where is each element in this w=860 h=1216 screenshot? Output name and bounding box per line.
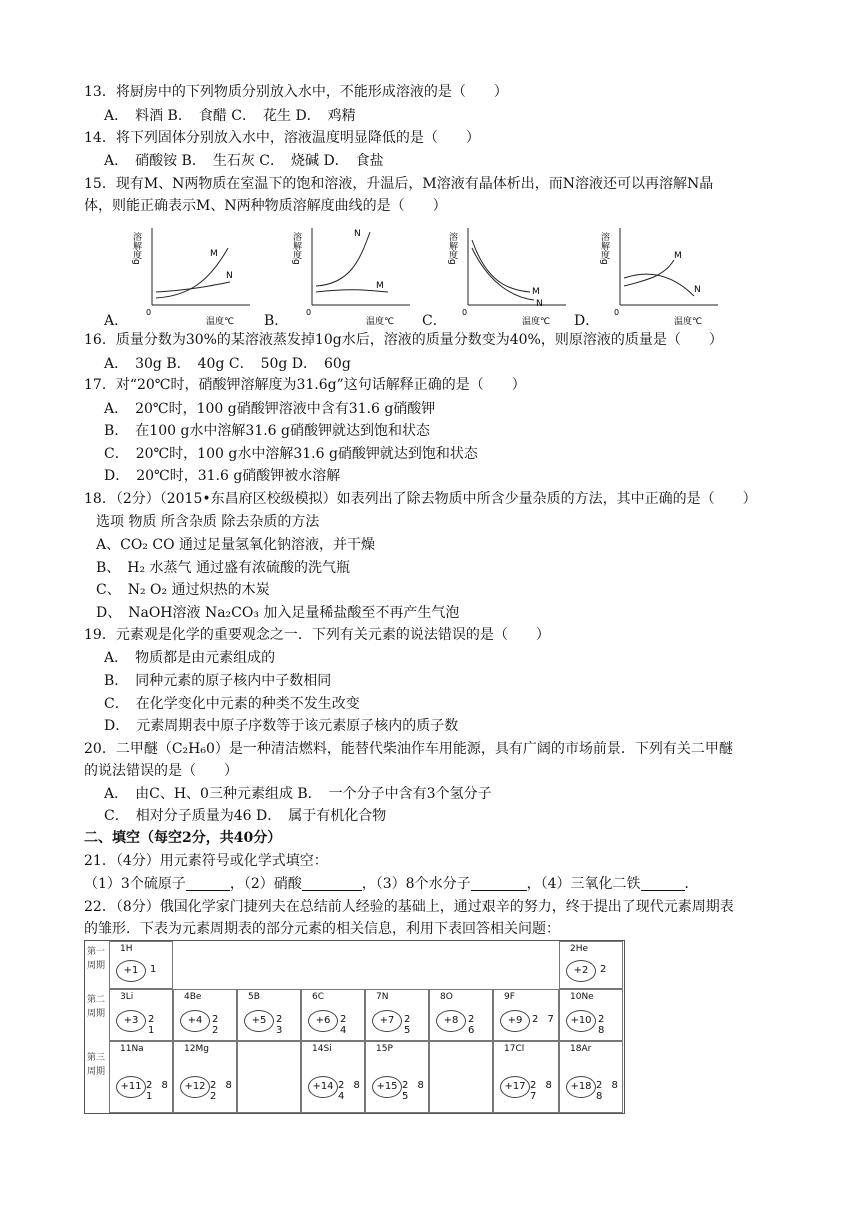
q19-stem: 19．元素观是化学的重要观念之一．下列有关元素的说法错误的是（ ） — [84, 627, 550, 643]
electron-shells: 2 1 — [148, 1014, 158, 1036]
curve-n — [624, 274, 694, 296]
electron-shells: 2 8 2 — [210, 1080, 235, 1102]
element-cell — [109, 989, 173, 1041]
nucleus: +11 — [116, 1076, 146, 1098]
label-n: N — [354, 229, 361, 239]
q17-option-c: C． 20℃时，100 g水中溶解31.6 g硝酸钾就达到饱和状态 — [104, 446, 478, 462]
nucleus: +1 — [116, 960, 146, 982]
electron-shells: 2 8 5 — [402, 1080, 427, 1102]
q17-option-d: D． 20℃时，31.6 g硝酸钾被水溶解 — [104, 468, 341, 484]
origin: 0 — [146, 308, 152, 317]
blank-2[interactable] — [302, 876, 362, 891]
q21-blanks — [84, 874, 699, 894]
q14-options: A． 硝酸铵 B． 生石灰 C． 烧碱 D． 食盐 — [104, 153, 384, 169]
blank-3[interactable] — [471, 876, 527, 891]
empty-cell — [237, 1041, 301, 1113]
y-label: 溶解度g — [291, 232, 301, 265]
element-symbol: 4Be — [184, 992, 202, 1002]
electron-shells: 2 4 — [340, 1014, 350, 1036]
q15-option-d-label: D． — [574, 313, 600, 329]
nucleus: +3 — [116, 1010, 146, 1032]
element-cell — [173, 989, 237, 1041]
q21-stem: 21．（4分）用元素符号或化学式填空： — [84, 853, 328, 869]
q15-graph-c — [446, 220, 576, 330]
element-cell — [109, 1041, 173, 1113]
q21-part1: （1）3个硫原子 — [84, 876, 186, 892]
element-cell — [559, 989, 623, 1041]
nucleus: +7 — [372, 1010, 402, 1032]
electron-shells: 2 8 — [598, 1014, 608, 1036]
q17-option-b: B． 在100 g水中溶解31.6 g硝酸钾就达到饱和状态 — [104, 423, 431, 439]
element-cell — [559, 1041, 623, 1113]
electron-shells: 2 8 8 — [596, 1080, 621, 1102]
origin: 0 — [462, 308, 468, 317]
q18-option-c: C、 N₂ O₂ 通过炽热的木炭 — [96, 582, 270, 598]
origin: 0 — [614, 308, 620, 317]
q18-option-a: A、CO₂ CO 通过足量氢氧化钠溶液，并干燥 — [96, 537, 376, 553]
q15-stem-line2: 体，则能正确表示M、N两种物质溶解度曲线的是（ ） — [84, 198, 447, 214]
element-symbol: 1H — [120, 944, 133, 954]
nucleus: +2 — [566, 960, 596, 982]
label-m: M — [674, 251, 682, 261]
curve-m — [472, 240, 530, 292]
electron-shells: 2 6 — [468, 1014, 478, 1036]
electron-shells: 2 5 — [404, 1014, 414, 1036]
q22-stem-line1: 22．（8分）俄国化学家门捷列夫在总结前人经验的基础上，通过艰辛的努力，终于提出了现代元素周期表 — [84, 899, 734, 915]
section-heading: 二、填空（每空2分，共40分） — [84, 830, 282, 846]
q19-option-d: D． 元素周期表中原子序数等于该元素原子核内的质子数 — [104, 718, 459, 734]
x-label: 温度℃ — [206, 317, 235, 327]
q20-options-ab: A． 由C、H、0三种元素组成 B． 一个分子中含有3个氢分子 — [104, 786, 492, 802]
element-cell — [559, 941, 623, 989]
q16-stem: 16．质量分数为30%的某溶液蒸发掉10g水后，溶液的质量分数变为40%，则原溶液的质量是（ ） — [84, 332, 723, 348]
q14-stem: 14．将下列固体分别放入水中，溶液温度明显降低的是（ ） — [84, 130, 480, 146]
label-m: M — [376, 281, 384, 291]
element-symbol: 11Na — [120, 1044, 144, 1054]
period-1-label: 第一周期 — [86, 947, 105, 971]
x-label: 温度℃ — [366, 317, 395, 327]
q21-part3: ，（3）8个水分子 — [361, 876, 471, 892]
electron-shells: 2 8 7 — [530, 1080, 555, 1102]
element-symbol: 12Mg — [184, 1044, 209, 1054]
element-symbol: 2He — [570, 944, 589, 954]
nucleus: +14 — [308, 1076, 338, 1098]
q20-stem-line2: 的说法错误的是（ ） — [84, 763, 238, 779]
q15-graph-a — [130, 220, 260, 330]
element-cell — [301, 989, 365, 1041]
origin: 0 — [306, 308, 312, 317]
element-cell — [429, 989, 493, 1041]
q21-part4: ，（4）三氧化二铁 — [526, 876, 641, 892]
electron-shells: 2 2 — [212, 1014, 222, 1036]
blank-1[interactable] — [186, 876, 230, 891]
element-symbol: 3Li — [120, 992, 134, 1002]
q22-stem-line2: 的雏形．下表为元素周期表的部分元素的相关信息，利用下表回答相关问题： — [84, 921, 560, 937]
blank-4[interactable] — [641, 876, 685, 891]
nucleus: +6 — [308, 1010, 338, 1032]
q18-option-b: B、 H₂ 水蒸气 通过盛有浓硫酸的洗气瓶 — [96, 560, 351, 576]
element-symbol: 9F — [504, 992, 515, 1002]
x-label: 温度℃ — [674, 317, 703, 327]
label-n: N — [694, 285, 701, 295]
element-cell — [173, 1041, 237, 1113]
empty-cell — [429, 1041, 493, 1113]
element-cell — [301, 1041, 365, 1113]
element-symbol: 8O — [440, 992, 453, 1002]
period-3-label: 第三周期 — [86, 1053, 105, 1077]
electron-shells: 2 3 — [276, 1014, 286, 1036]
q18-stem: 18．（2分）（2015•东昌府区校级模拟）如表列出了除去物质中所含少量杂质的方法，其中正确的是（ ） — [84, 491, 757, 507]
q15-option-a-label: A． — [104, 313, 129, 329]
electron-shells: 2 8 4 — [338, 1080, 363, 1102]
element-cell — [109, 941, 173, 989]
electron-shells: 2 — [600, 964, 610, 975]
q15-option-c-label: C． — [422, 313, 447, 329]
element-symbol: 5B — [248, 992, 260, 1002]
electron-shells: 2 7 — [532, 1014, 557, 1025]
element-cell — [365, 1041, 429, 1113]
curve-n — [316, 232, 370, 286]
element-cell — [237, 989, 301, 1041]
x-label: 温度℃ — [522, 317, 551, 327]
electron-shells: 1 — [150, 964, 160, 975]
q17-option-a: A． 20℃时，100 g硝酸钾溶液中含有31.6 g硝酸钾 — [104, 401, 436, 417]
element-cell — [365, 989, 429, 1041]
element-symbol: 7N — [376, 992, 389, 1002]
q15-stem-line1: 15．现有M、N两物质在室温下的饱和溶液，升温后，M溶液有晶体析出，而N溶液还可以再溶解N晶 — [84, 176, 714, 192]
q20-options-cd: C． 相对分子质量为46 D． 属于有机化合物 — [104, 808, 387, 824]
q18-table-header: 选项 物质 所含杂质 除去杂质的方法 — [96, 514, 320, 530]
q21-end: ． — [684, 876, 699, 892]
q19-option-c: C． 在化学变化中元素的种类不发生改变 — [104, 696, 360, 712]
q13-options: A． 料酒 B． 食醋 C． 花生 D． 鸡精 — [104, 108, 356, 124]
q19-option-b: B． 同种元素的原子核内中子数相同 — [104, 673, 332, 689]
q19-option-a: A． 物质都是由元素组成的 — [104, 650, 276, 666]
q15-option-b-label: B． — [264, 313, 289, 329]
q16-options: A． 30g B． 40g C． 50g D． 60g — [104, 356, 351, 372]
nucleus: +8 — [436, 1010, 466, 1032]
q18-option-d: D、 NaOH溶液 Na₂CO₃ 加入足量稀盐酸至不再产生气泡 — [96, 605, 460, 621]
element-symbol: 18Ar — [570, 1044, 592, 1054]
element-cell — [493, 989, 559, 1041]
element-symbol: 17Cl — [504, 1044, 525, 1054]
nucleus: +12 — [180, 1076, 210, 1098]
label-m: M — [210, 249, 218, 259]
nucleus: +10 — [566, 1010, 596, 1032]
curve-m — [624, 260, 674, 286]
label-m: M — [532, 287, 540, 297]
y-label: 溶解度g — [447, 232, 457, 265]
label-n: N — [226, 271, 233, 281]
element-symbol: 14Si — [312, 1044, 332, 1054]
nucleus: +15 — [372, 1076, 402, 1098]
q15-graph-b — [290, 220, 420, 330]
y-label: 溶解度g — [131, 232, 141, 265]
label-n: N — [536, 299, 543, 309]
element-cell — [493, 1041, 559, 1113]
element-symbol: 6C — [312, 992, 325, 1002]
nucleus: +9 — [500, 1010, 530, 1032]
nucleus: +5 — [244, 1010, 274, 1032]
q13-stem: 13．将厨房中的下列物质分别放入水中，不能形成溶液的是（ ） — [84, 84, 508, 100]
nucleus: +4 — [180, 1010, 210, 1032]
period-2-label: 第二周期 — [86, 995, 105, 1019]
periodic-table — [84, 940, 625, 1114]
nucleus: +18 — [566, 1076, 596, 1098]
electron-shells: 2 8 1 — [146, 1080, 171, 1102]
q15-graph-d — [598, 220, 728, 330]
q20-stem-line1: 20．二甲醚（C₂H₆0）是一种清洁燃料，能替代柴油作车用能源，具有广阔的市场前景．下列有关二甲醚 — [84, 741, 733, 757]
q17-stem: 17．对“20℃时，硝酸钾溶解度为31.6g”这句话解释正确的是（ ） — [84, 377, 526, 393]
element-symbol: 10Ne — [570, 992, 594, 1002]
element-symbol: 15P — [376, 1044, 393, 1054]
curve-n — [472, 248, 534, 300]
y-label: 溶解度g — [599, 232, 609, 265]
nucleus: +17 — [500, 1076, 530, 1098]
q21-part2: ，（2）硝酸 — [229, 876, 302, 892]
